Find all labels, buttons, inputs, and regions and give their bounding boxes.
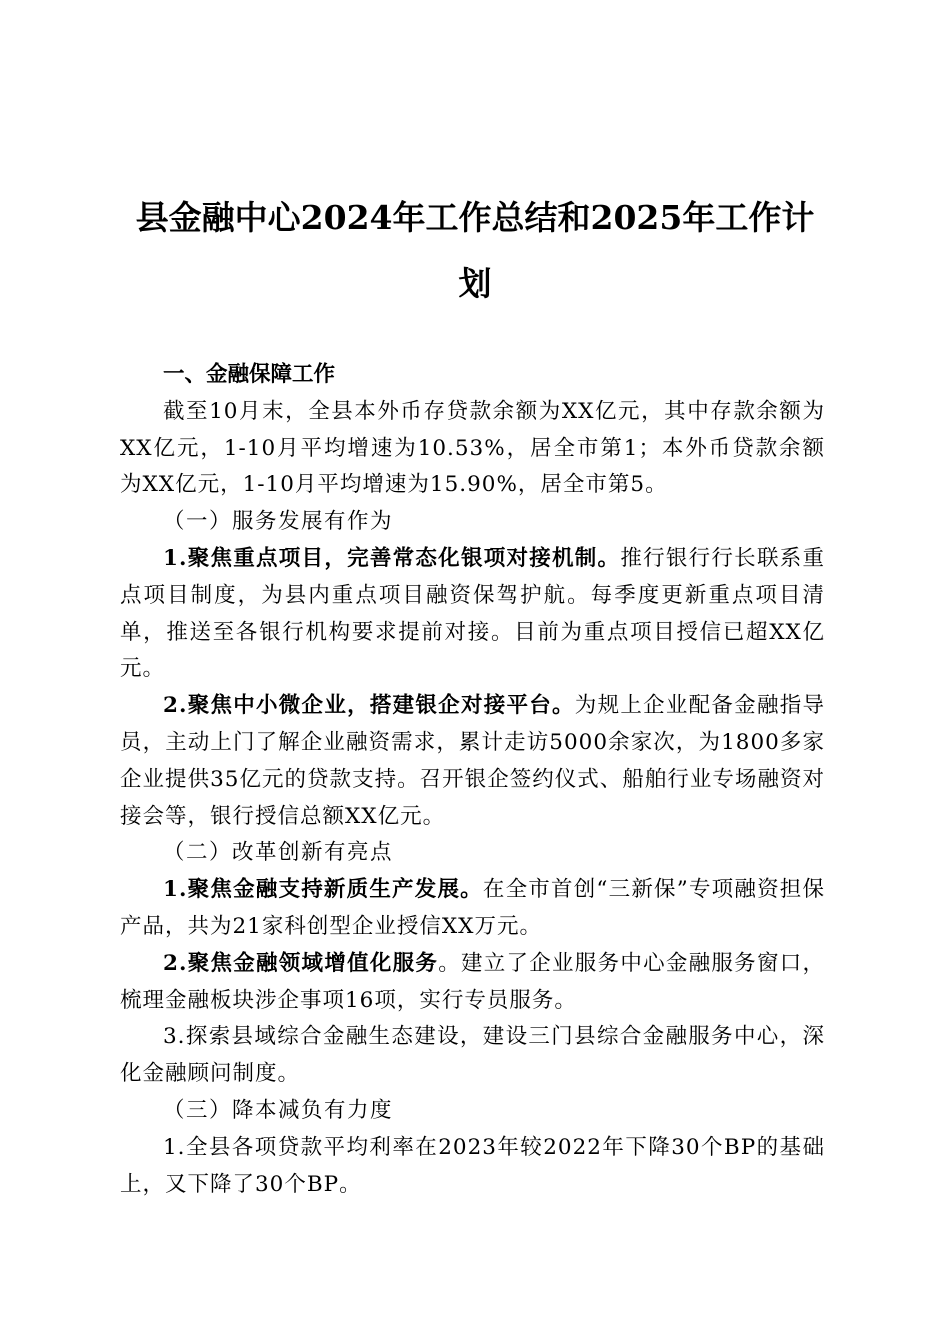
subsection-1-paragraph-1 [120, 541, 825, 688]
paragraph-text: 在全市首创“三新保”专项融资担保产品，共为21家科创型企业授信XX万元。 [120, 877, 825, 939]
subsection-heading-1: （一）服务发展有作为 [163, 509, 394, 535]
subsection-2-paragraph-1 [120, 872, 825, 946]
paragraph-lead-bold: 2.聚焦金融领域增值化服务 [163, 950, 439, 976]
paragraph-text: 推行银行行长联系重点项目制度，为县内重点项目融资保驾护航。每季度更新重点项目清单，推送至各银行机构要求提前对接。目前为重点项目授信已超XX亿元。 [120, 545, 825, 682]
paragraph-lead-bold: 1.聚焦金融支持新质生产发展。 [163, 877, 483, 903]
subsection-1-paragraph-2 [120, 688, 825, 835]
subsection-heading-3: （三）降本减负有力度 [163, 1097, 394, 1123]
paragraph-text: 。建立了企业服务中心金融服务窗口，梳理金融板块涉企事项16项，实行专员服务。 [120, 950, 825, 1013]
paragraph-text: 为规上企业配备金融指导员，主动上门了解企业融资需求，累计走访5000余家次，为1800多家企业提供35亿元的贷款支持。召开银企签约仪式、船舶行业专场融资对接会等，银行授信总额XX亿元。 [120, 693, 825, 829]
document-title-line2: 划 [458, 264, 492, 303]
section-1-paragraph: 截至10月末，全县本外币存贷款余额为XX亿元，其中存款余额为XX亿元，1-10月平均增速为10.53%，居全市第1；本外币贷款余额为XX亿元，1-10月平均增速为15.90%，居全市第5。 [120, 398, 825, 498]
subsection-2-paragraph-3: 3.探索县域综合金融生态建设，建设三门县综合金融服务中心，深化金融顾问制度。 [120, 1024, 825, 1087]
document-title-line1: 县金融中心2024年工作总结和2025年工作计 [135, 198, 815, 237]
subsection-heading-2: （二）改革创新有亮点 [163, 840, 394, 866]
paragraph-lead-bold: 2.聚焦中小微企业，搭建银企对接平台。 [163, 693, 575, 719]
paragraph-lead-bold: 1.聚焦重点项目，完善常态化银项对接机制。 [163, 545, 621, 571]
subsection-3-paragraph-1: 1.全县各项贷款平均利率在2023年较2022年下降30个BP的基础上，又下降了30个BP。 [120, 1134, 825, 1197]
section-heading-1: 一、金融保障工作 [163, 362, 336, 387]
subsection-2-paragraph-2 [120, 946, 825, 1020]
document-body [120, 357, 825, 1203]
